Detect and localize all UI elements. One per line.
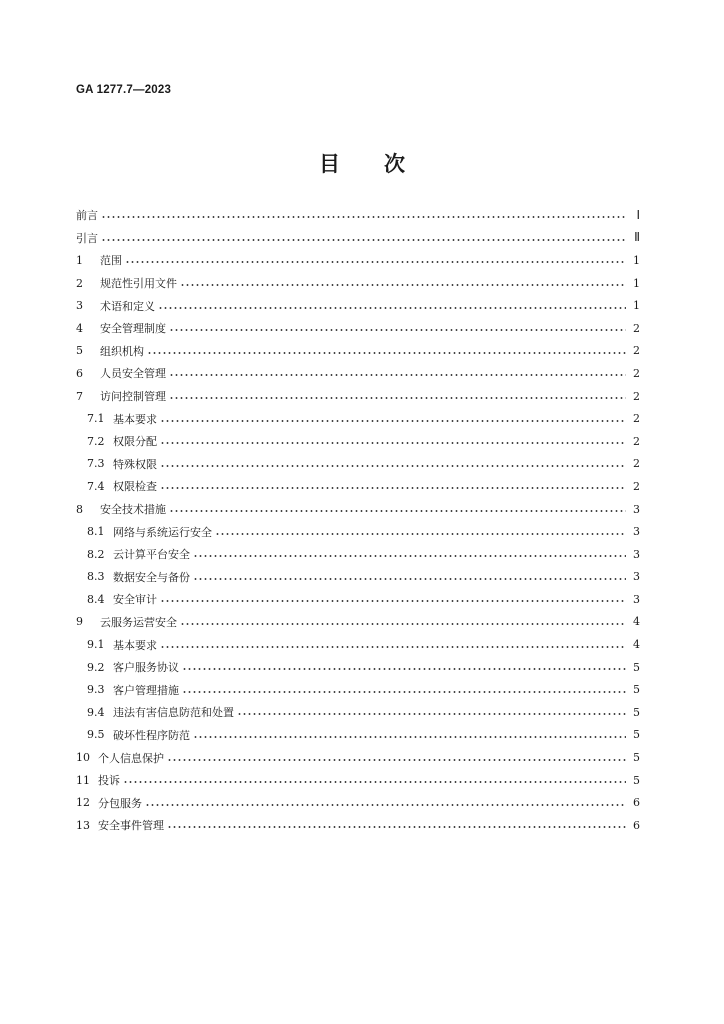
toc-entry-page: 1 [633, 253, 640, 267]
toc-entry-label: 破坏性程序防范 [113, 728, 190, 742]
toc-entry[interactable] [76, 814, 640, 837]
toc-entry[interactable] [76, 362, 640, 385]
dot-leader [193, 578, 626, 580]
toc-entry-page: 5 [633, 705, 640, 719]
toc-entry-label: 安全管理制度 [100, 322, 166, 336]
dot-leader [160, 442, 626, 444]
toc-entry-number: 7.1 [87, 412, 105, 426]
dot-leader [167, 826, 626, 828]
toc-entry[interactable] [76, 543, 640, 566]
toc-entry-number: 8 [76, 502, 83, 516]
toc-entry-number: 7 [76, 389, 83, 403]
toc-entry-page: 3 [633, 570, 640, 584]
toc-entry-page: 1 [633, 299, 640, 313]
toc-entry-number: 13 [76, 818, 90, 832]
toc-entry-page: 2 [633, 321, 640, 335]
toc-entry-label: 投诉 [98, 774, 120, 788]
toc-entry-label: 云服务运营安全 [100, 615, 177, 629]
toc-entry-page: 2 [633, 412, 640, 426]
toc-entry-number: 9.4 [87, 705, 105, 719]
toc-entry-number: 2 [76, 276, 83, 290]
toc-entry-page: 5 [633, 660, 640, 674]
toc-entry-number: 11 [76, 773, 90, 787]
toc-entry[interactable] [76, 407, 640, 430]
toc-entry-page: 6 [633, 818, 640, 832]
toc-entry-page: Ⅱ [634, 230, 640, 245]
toc-entry-number: 8.3 [87, 570, 105, 584]
toc-entry-label: 权限检查 [113, 480, 157, 494]
toc-entry-page: 2 [633, 479, 640, 493]
toc-entry[interactable] [76, 340, 640, 363]
toc-entry[interactable] [76, 294, 640, 317]
toc-entry-label: 前言 [76, 209, 98, 223]
toc-entry[interactable] [76, 204, 640, 227]
toc-entry[interactable] [76, 633, 640, 656]
dot-leader [180, 284, 626, 286]
dot-leader [160, 465, 626, 467]
toc-entry-page: 4 [633, 615, 640, 629]
toc-entry-number: 1 [76, 253, 83, 267]
toc-entry[interactable] [76, 566, 640, 589]
dot-leader [160, 600, 626, 602]
toc-entry-label: 特殊权限 [113, 457, 157, 471]
toc-entry-label: 权限分配 [113, 435, 157, 449]
toc-entry[interactable] [76, 317, 640, 340]
toc-entry-label: 访问控制管理 [100, 390, 166, 404]
dot-leader [158, 307, 626, 309]
toc-entry-page: 6 [633, 796, 640, 810]
toc-entry-number: 8.1 [87, 525, 105, 539]
toc-entry-label: 网络与系统运行安全 [113, 525, 212, 539]
toc-entry-number: 12 [76, 796, 90, 810]
dot-leader [169, 397, 626, 399]
toc-entry-page: 2 [633, 344, 640, 358]
toc-entry-label: 术语和定义 [100, 299, 155, 313]
toc-entry-label: 安全技术措施 [100, 503, 166, 517]
toc-entry[interactable] [76, 385, 640, 408]
toc-entry[interactable] [76, 520, 640, 543]
toc-entry-number: 9.3 [87, 683, 105, 697]
toc-entry[interactable] [76, 272, 640, 295]
dot-leader [101, 216, 626, 218]
dot-leader [193, 555, 626, 557]
toc-entry-label: 分包服务 [98, 796, 142, 810]
toc-entry-label: 个人信息保护 [98, 751, 164, 765]
toc-entry-number: 7.3 [87, 457, 105, 471]
toc-entry[interactable] [76, 791, 640, 814]
toc-entry-label: 引言 [76, 231, 98, 245]
toc-entry-label: 规范性引用文件 [100, 277, 177, 291]
table-of-contents [76, 204, 640, 837]
toc-entry-page: 3 [633, 592, 640, 606]
dot-leader [145, 804, 626, 806]
toc-entry-page: 3 [633, 525, 640, 539]
dot-leader [237, 713, 626, 715]
toc-entry-label: 安全事件管理 [98, 819, 164, 833]
toc-entry[interactable] [76, 701, 640, 724]
toc-entry-number: 8.2 [87, 547, 105, 561]
toc-entry[interactable] [76, 656, 640, 679]
toc-entry-page: 3 [633, 502, 640, 516]
toc-entry-label: 人员安全管理 [100, 367, 166, 381]
toc-entry-label: 组织机构 [100, 344, 144, 358]
toc-entry[interactable] [76, 724, 640, 747]
toc-entry-number: 9.2 [87, 660, 105, 674]
toc-entry-number: 8.4 [87, 592, 105, 606]
toc-entry-label: 违法有害信息防范和处置 [113, 706, 234, 720]
toc-entry[interactable] [76, 430, 640, 453]
toc-entry-page: 2 [633, 389, 640, 403]
toc-entry-label: 基本要求 [113, 638, 157, 652]
dot-leader [193, 736, 626, 738]
toc-entry-page: 4 [633, 638, 640, 652]
dot-leader [180, 623, 626, 625]
toc-entry[interactable] [76, 453, 640, 476]
dot-leader [123, 781, 626, 783]
toc-entry-label: 数据安全与备份 [113, 570, 190, 584]
toc-entry-number: 9.1 [87, 638, 105, 652]
toc-entry-label: 云计算平台安全 [113, 548, 190, 562]
toc-entry[interactable] [76, 227, 640, 250]
toc-entry-page: 2 [633, 366, 640, 380]
title-char-2: 次 [384, 151, 405, 176]
toc-entry[interactable] [76, 678, 640, 701]
toc-entry-page: 5 [633, 728, 640, 742]
toc-entry-page: 5 [633, 773, 640, 787]
toc-entry-label: 基本要求 [113, 412, 157, 426]
toc-entry[interactable] [76, 588, 640, 611]
toc-entry-label: 范围 [100, 254, 122, 268]
toc-entry-page: Ⅰ [636, 207, 640, 222]
toc-entry[interactable] [76, 746, 640, 769]
dot-leader [147, 352, 626, 354]
toc-entry[interactable] [76, 475, 640, 498]
dot-leader [125, 261, 626, 263]
dot-leader [160, 487, 626, 489]
dot-leader [215, 533, 626, 535]
toc-entry-page: 1 [633, 276, 640, 290]
dot-leader [182, 691, 626, 693]
dot-leader [182, 668, 626, 670]
toc-entry-number: 10 [76, 751, 90, 765]
toc-entry-page: 2 [633, 457, 640, 471]
dot-leader [167, 759, 626, 761]
dot-leader [169, 374, 626, 376]
dot-leader [101, 239, 626, 241]
toc-entry-label: 客户管理措施 [113, 683, 179, 697]
dot-leader [169, 510, 626, 512]
toc-entry[interactable] [76, 769, 640, 792]
toc-entry-page: 5 [633, 683, 640, 697]
toc-entry[interactable] [76, 498, 640, 521]
toc-entry-page: 3 [633, 547, 640, 561]
toc-entry-number: 5 [76, 344, 83, 358]
toc-entry-number: 3 [76, 299, 83, 313]
toc-entry[interactable] [76, 611, 640, 634]
toc-entry-number: 9 [76, 615, 83, 629]
toc-entry-page: 5 [633, 751, 640, 765]
standard-code: GA 1277.7—2023 [76, 84, 172, 96]
toc-entry-number: 7.2 [87, 434, 105, 448]
toc-entry-label: 安全审计 [113, 593, 157, 607]
toc-entry-number: 7.4 [87, 479, 105, 493]
dot-leader [160, 646, 626, 648]
page-title [0, 148, 724, 178]
dot-leader [160, 420, 626, 422]
toc-entry-number: 9.5 [87, 728, 105, 742]
toc-entry-label: 客户服务协议 [113, 661, 179, 675]
toc-entry-number: 4 [76, 321, 83, 335]
toc-entry-page: 2 [633, 434, 640, 448]
toc-entry-number: 6 [76, 366, 83, 380]
title-char-1: 目 [319, 151, 340, 176]
toc-entry[interactable] [76, 249, 640, 272]
dot-leader [169, 329, 626, 331]
